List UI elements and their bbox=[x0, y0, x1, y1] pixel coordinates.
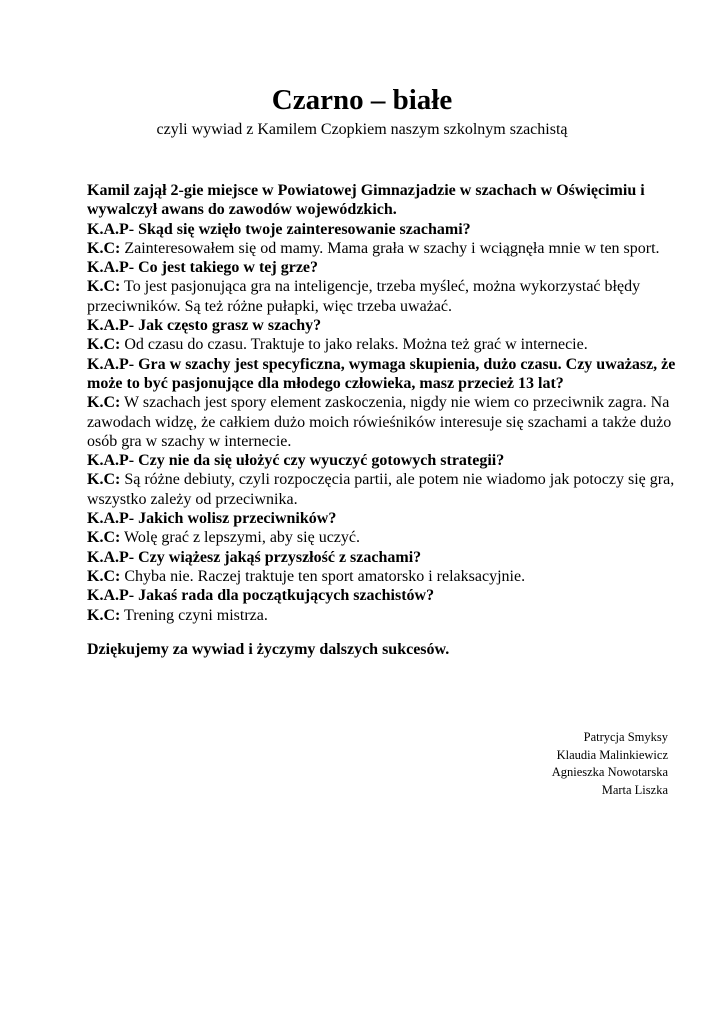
question-6: K.A.P- Jakich wolisz przeciwników? bbox=[87, 510, 337, 528]
question-8: K.A.P- Jakaś rada dla początkujących szachistów? bbox=[87, 587, 435, 605]
answer-text: Trening czyni mistrza. bbox=[124, 606, 268, 624]
answer-text: Wolę grać z lepszymi, aby się uczyć. bbox=[124, 529, 360, 547]
answer-speaker: K.C: bbox=[87, 239, 121, 257]
question-3: K.A.P- Jak często grasz w szachy? bbox=[87, 317, 322, 335]
answer-8 bbox=[87, 606, 687, 625]
answer-speaker: K.C: bbox=[87, 394, 121, 412]
closing-line: Dziękujemy za wywiad i życzymy dalszych sukcesów. bbox=[87, 640, 450, 658]
question-2: K.A.P- Co jest takiego w tej grze? bbox=[87, 259, 319, 277]
answer-3 bbox=[87, 335, 687, 354]
answer-text: Chyba nie. Raczej traktuje ten sport amatorsko i relaksacyjnie. bbox=[124, 567, 526, 585]
answer-1 bbox=[87, 239, 687, 258]
author-name: Agnieszka Nowotarska bbox=[551, 765, 668, 779]
answer-speaker: K.C: bbox=[87, 278, 121, 296]
author-name: Klaudia Malinkiewicz bbox=[556, 747, 668, 762]
author-name: Marta Liszka bbox=[601, 782, 668, 797]
answer-text: To jest pasjonująca gra na inteligencje, trzeba myśleć, można wykorzystać błędy przeciwników. Są też różne pułapki, więc trzeba uważać. bbox=[87, 278, 641, 315]
question-4: K.A.P- Gra w szachy jest specyficzna, wymaga skupienia, dużo czasu. Czy uważasz, że może to być pasjonujące dla młodego człowieka, masz przecież 13 lat? bbox=[87, 355, 676, 392]
answer-text: Są różne debiuty, czyli rozpoczęcia partii, ale potem nie wiadomo jak potoczy się gra, wszystko zależy od przeciwnika. bbox=[87, 471, 675, 508]
answer-6 bbox=[87, 528, 687, 547]
answer-text: Zainteresowałem się od mamy. Mama grała w szachy i wciągnęła mnie w ten sport. bbox=[124, 239, 660, 257]
answer-7 bbox=[87, 567, 687, 586]
answer-4 bbox=[87, 393, 687, 451]
answer-speaker: K.C: bbox=[87, 567, 121, 585]
answer-speaker: K.C: bbox=[87, 471, 121, 489]
page-subtitle: czyli wywiad z Kamilem Czopkiem naszym szkolnym szachistą bbox=[156, 121, 568, 138]
answer-text: W szachach jest spory element zaskoczenia, nigdy nie wiem co przeciwnik zagra. Na zawodach widzę, że całkiem dużo moich rówieśników interesuje się szachami a także dużo osób gra w szachy w internecie. bbox=[87, 394, 672, 450]
intro-paragraph: Kamil zajął 2-gie miejsce w Powiatowej Gimnazjadzie w szachach w Oświęcimiu i wywalczył awans do zawodów wojewódzkich. bbox=[87, 182, 645, 219]
answer-2 bbox=[87, 277, 687, 316]
question-5: K.A.P- Czy nie da się ułożyć czy wyuczyć gotowych strategii? bbox=[87, 452, 505, 470]
question-7: K.A.P- Czy wiążesz jakąś przyszłość z szachami? bbox=[87, 548, 422, 566]
answer-text: Od czasu do czasu. Traktuje to jako relaks. Można też grać w internecie. bbox=[124, 336, 588, 354]
authors-list bbox=[552, 729, 668, 799]
answer-speaker: K.C: bbox=[87, 606, 121, 624]
answer-speaker: K.C: bbox=[87, 529, 121, 547]
answer-5 bbox=[87, 470, 687, 509]
question-1: K.A.P- Skąd się wzięło twoje zainteresowanie szachami? bbox=[87, 220, 471, 238]
answer-speaker: K.C: bbox=[87, 336, 121, 354]
author-name: Patrycja Smyksy bbox=[583, 730, 668, 744]
page-title: Czarno – białe bbox=[271, 84, 453, 116]
article-body bbox=[87, 181, 687, 659]
